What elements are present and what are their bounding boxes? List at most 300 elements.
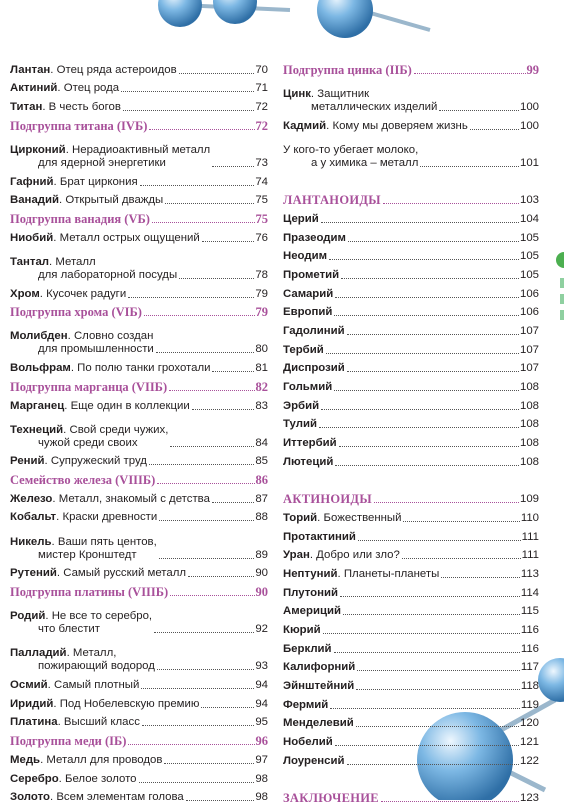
- entry-description: Самый плотный: [53, 679, 140, 692]
- page-number: 98: [255, 772, 268, 785]
- element-name: Фермий: [283, 698, 329, 711]
- dot-leader: [335, 465, 519, 466]
- dot-leader: [192, 409, 255, 410]
- toc-entry[interactable]: [10, 135, 268, 172]
- element-name: Хром: [10, 287, 40, 300]
- toc-group-heading[interactable]: [10, 209, 268, 228]
- page-number: 92: [255, 623, 268, 636]
- page-number: 111: [521, 530, 539, 543]
- dot-leader: [156, 352, 255, 353]
- element-name: Диспрозий: [283, 362, 345, 375]
- heading-title: АКТИНОИДЫ: [283, 492, 372, 507]
- heading-title: Подгруппа цинка (IIБ): [283, 62, 412, 77]
- element-name: Железо: [10, 492, 53, 505]
- dot-leader: [347, 334, 519, 335]
- heading-title: Подгруппа меди (IБ): [10, 734, 127, 749]
- entry-description-line2: для лабораторной посуды: [38, 268, 178, 281]
- page-number: 90: [255, 567, 268, 580]
- separator: .: [70, 362, 78, 375]
- entry-description: Словно создан: [73, 330, 154, 343]
- toc-group-heading[interactable]: [10, 377, 268, 396]
- dot-leader: [356, 726, 519, 727]
- dot-leader: [169, 390, 254, 391]
- toc-entry[interactable]: [10, 769, 268, 788]
- toc-entry[interactable]: [283, 620, 539, 639]
- entry-description: Всем элементам голова: [56, 791, 184, 804]
- entry-description-line2: пожирающий водород: [38, 660, 155, 673]
- dot-leader: [142, 725, 254, 726]
- dot-leader: [330, 708, 520, 709]
- toc-entry[interactable]: [10, 489, 268, 508]
- page-number: 106: [519, 306, 539, 319]
- element-name: Золото: [10, 791, 50, 804]
- dot-leader: [356, 689, 520, 690]
- dot-leader: [165, 203, 254, 204]
- entry-description-line2: для ядерной энергетики: [38, 156, 166, 169]
- entry-description-line2: что блестит: [38, 623, 101, 636]
- heading-title: Подгруппа марганца (VIIБ): [10, 379, 168, 394]
- entry-description: Металл: [55, 255, 96, 268]
- page-number: 94: [255, 697, 268, 710]
- toc-entry[interactable]: [10, 228, 268, 247]
- heading-title: Семейство железа (VIIIБ): [10, 473, 156, 488]
- toc-entry[interactable]: [10, 452, 268, 471]
- toc-entry[interactable]: [283, 452, 539, 471]
- dot-leader: [383, 203, 519, 204]
- toc-entry[interactable]: [283, 340, 539, 359]
- toc-entry[interactable]: [10, 564, 268, 583]
- toc-group-heading[interactable]: [10, 731, 268, 750]
- toc-entry[interactable]: [283, 415, 539, 434]
- page-number: 73: [255, 156, 268, 169]
- molecule-decoration-top: [140, 0, 440, 60]
- toc-group-heading[interactable]: [10, 470, 268, 489]
- spacer: [283, 172, 539, 191]
- toc-entry[interactable]: [283, 714, 539, 733]
- toc-entry[interactable]: [10, 321, 268, 358]
- page-number: 108: [519, 381, 539, 393]
- separator: .: [63, 423, 70, 436]
- entry-description: Белое золото: [65, 772, 137, 785]
- toc-entry[interactable]: [10, 172, 268, 191]
- entry-description-line2: а у химика – металл: [311, 156, 419, 169]
- separator: .: [309, 549, 317, 562]
- element-name: Тербий: [283, 343, 324, 356]
- toc-entry[interactable]: [283, 135, 539, 172]
- page-number: 84: [255, 436, 268, 449]
- page-number: 103: [519, 194, 539, 207]
- toc-entry[interactable]: [283, 433, 539, 452]
- page-number: 116: [520, 623, 539, 636]
- toc-entry[interactable]: [10, 788, 268, 807]
- dot-leader: [347, 764, 519, 765]
- element-name: Протактиний: [283, 530, 356, 543]
- separator: .: [53, 697, 60, 710]
- page-number: 90: [255, 585, 268, 599]
- toc-entry[interactable]: [10, 358, 268, 377]
- dot-leader: [154, 632, 254, 633]
- page-number: 108: [519, 418, 539, 431]
- dot-leader: [128, 297, 254, 298]
- page-number: 72: [255, 101, 268, 114]
- element-name: Берклий: [283, 642, 332, 655]
- toc-group-heading[interactable]: [283, 60, 539, 79]
- entry-description: Металл острых ощущений: [59, 231, 200, 244]
- toc-entry[interactable]: [10, 713, 268, 732]
- page-number: 87: [255, 492, 268, 505]
- toc-entry[interactable]: [283, 377, 539, 396]
- page-number: 108: [519, 399, 539, 412]
- toc-left-column: [10, 60, 268, 806]
- spacer: [283, 471, 539, 490]
- page-number: 121: [519, 736, 539, 749]
- separator: .: [337, 567, 344, 580]
- page-number: 94: [255, 679, 268, 692]
- separator: .: [49, 255, 56, 268]
- dot-leader: [144, 315, 255, 316]
- dot-leader: [334, 315, 519, 316]
- entry-description: Металл, знакомый с детства: [58, 492, 210, 505]
- dot-leader: [348, 241, 519, 242]
- dot-leader: [374, 502, 519, 503]
- dot-leader: [381, 801, 519, 802]
- page-number: 108: [519, 455, 539, 468]
- page-number: 71: [255, 82, 268, 95]
- dot-leader: [152, 222, 255, 223]
- element-name: Палладий: [10, 647, 67, 660]
- dot-leader: [402, 558, 521, 559]
- toc-section-heading[interactable]: [283, 788, 539, 807]
- page-number: 111: [521, 549, 539, 562]
- toc-entry[interactable]: [10, 396, 268, 415]
- toc-group-heading[interactable]: [10, 582, 268, 601]
- entry-description: В честь богов: [48, 101, 121, 114]
- toc-entry[interactable]: [10, 526, 268, 563]
- separator: .: [51, 535, 58, 548]
- element-name: Лоуренсий: [283, 754, 345, 767]
- element-name: Неодим: [283, 250, 328, 263]
- entry-description: Металл для проводов: [46, 753, 163, 766]
- page-number: 76: [255, 231, 268, 244]
- toc-entry[interactable]: [283, 228, 539, 247]
- page-number: 118: [520, 680, 539, 692]
- element-name: Торий: [283, 511, 318, 524]
- dot-leader: [179, 278, 254, 279]
- page-number: 107: [519, 324, 539, 337]
- page-number: 105: [519, 250, 539, 263]
- element-name: Молибден: [10, 330, 68, 343]
- toc-entry[interactable]: [10, 601, 268, 638]
- page-number: 119: [520, 698, 539, 711]
- entry-description-line2: мистер Кронштедт: [38, 548, 137, 561]
- toc-right-column: [283, 60, 539, 807]
- separator: .: [310, 87, 318, 100]
- dot-leader: [157, 669, 254, 670]
- page-number: 88: [255, 511, 268, 524]
- dot-leader: [149, 129, 254, 130]
- page-number: 123: [519, 792, 539, 805]
- element-name: Тулий: [283, 418, 317, 431]
- dot-leader: [140, 185, 255, 186]
- dot-leader: [139, 782, 255, 783]
- element-name: Америций: [283, 605, 341, 618]
- entry-description: По полю танки грохотали: [77, 362, 211, 375]
- dot-leader: [170, 446, 254, 447]
- toc-entry[interactable]: [283, 303, 539, 322]
- toc-entry[interactable]: [283, 676, 539, 695]
- page-number: 115: [520, 605, 539, 618]
- page-number: 100: [519, 119, 539, 132]
- element-name: Иридий: [10, 697, 54, 710]
- element-name: Актиний: [10, 82, 58, 95]
- page-number: 83: [255, 399, 268, 412]
- separator: .: [57, 82, 64, 95]
- separator: .: [326, 119, 333, 132]
- page-number: 72: [255, 118, 268, 133]
- dot-leader: [420, 166, 519, 167]
- dot-leader: [164, 763, 254, 764]
- separator: .: [45, 610, 52, 623]
- sphere-icon: [538, 658, 564, 702]
- toc-entry[interactable]: [10, 247, 268, 284]
- toc-entry[interactable]: [10, 97, 268, 116]
- toc-entry[interactable]: [283, 527, 539, 546]
- element-name: Кобальт: [10, 511, 57, 524]
- entry-description: Еще один в коллекции: [70, 399, 190, 412]
- toc-entry[interactable]: [283, 583, 539, 602]
- element-name: Осмий: [10, 679, 48, 692]
- toc-entry[interactable]: [283, 359, 539, 378]
- dot-leader: [188, 576, 254, 577]
- page-number: 82: [255, 379, 268, 394]
- dot-leader: [179, 73, 255, 74]
- entry-description: Добро или зло?: [316, 549, 400, 562]
- dot-leader: [212, 166, 254, 167]
- page-number: 80: [255, 343, 268, 356]
- toc-entry[interactable]: [283, 658, 539, 677]
- separator: .: [317, 511, 324, 524]
- toc-entry[interactable]: [10, 694, 268, 713]
- dot-leader: [170, 595, 254, 596]
- element-name: Лантан: [10, 63, 51, 76]
- toc-entry[interactable]: [283, 602, 539, 621]
- toc-entry[interactable]: [283, 284, 539, 303]
- dot-leader: [319, 427, 519, 428]
- element-name: Ванадий: [10, 194, 60, 207]
- element-name: Нобелий: [283, 736, 333, 749]
- element-name: Ниобий: [10, 231, 54, 244]
- heading-title: ЗАКЛЮЧЕНИЕ: [283, 791, 379, 806]
- dot-leader: [335, 745, 519, 746]
- element-name: Прометий: [283, 268, 340, 281]
- element-name: Марганец: [10, 399, 65, 412]
- page-number: 113: [520, 567, 539, 580]
- toc-section-heading[interactable]: [283, 190, 539, 209]
- element-name: Кадмий: [283, 119, 327, 132]
- element-name: Европий: [283, 306, 333, 319]
- element-name: Эйнштейний: [283, 680, 355, 692]
- dot-leader: [212, 371, 254, 372]
- toc-entry[interactable]: [10, 750, 268, 769]
- toc-entry[interactable]: [10, 508, 268, 527]
- dot-leader: [141, 688, 254, 689]
- entry-description-line2: чужой среди своих: [38, 436, 138, 449]
- page-number: 85: [255, 455, 268, 468]
- element-name: Калифорний: [283, 661, 356, 674]
- toc-entry[interactable]: [283, 546, 539, 565]
- entry-description: Божественный: [323, 511, 402, 524]
- dot-leader: [334, 652, 520, 653]
- toc-entry[interactable]: [283, 321, 539, 340]
- entry-description: Супружеский труд: [50, 455, 147, 468]
- dot-leader: [329, 259, 519, 260]
- separator: .: [59, 194, 66, 207]
- element-name: Тантал: [10, 255, 50, 268]
- dot-leader: [123, 110, 254, 111]
- page-number: 107: [519, 343, 539, 356]
- toc-entry[interactable]: [283, 695, 539, 714]
- page-number: 93: [255, 660, 268, 673]
- toc-entry[interactable]: [10, 79, 268, 98]
- toc-section-heading[interactable]: [283, 489, 539, 508]
- entry-description: Кому мы доверяем жизнь: [332, 119, 468, 132]
- entry-description: Нерадиоактивный металл: [72, 143, 211, 156]
- toc-entry[interactable]: [10, 675, 268, 694]
- element-name: Платина: [10, 716, 58, 729]
- element-name: Гафний: [10, 175, 54, 188]
- toc-entry[interactable]: [283, 265, 539, 284]
- heading-title: Подгруппа платины (VIIIБ): [10, 585, 169, 599]
- element-name: Плутоний: [283, 586, 339, 599]
- entry-description: Металл,: [72, 647, 117, 660]
- page-number: 105: [519, 231, 539, 244]
- toc-entry[interactable]: [10, 284, 268, 303]
- entry-description: Брат циркония: [59, 175, 138, 188]
- element-name: Празеодим: [283, 231, 346, 244]
- separator: .: [40, 753, 47, 766]
- entry-description: Ваши пять центов,: [57, 535, 157, 548]
- side-tab-marker: [554, 250, 564, 335]
- toc-entry[interactable]: [10, 415, 268, 452]
- page-number: 79: [255, 305, 268, 320]
- toc-entry[interactable]: [283, 116, 539, 135]
- sphere-icon: [158, 0, 202, 27]
- element-name: Эрбий: [283, 399, 320, 412]
- dot-leader: [339, 446, 519, 447]
- toc-entry[interactable]: [283, 564, 539, 583]
- element-name: Гадолиний: [283, 324, 345, 337]
- element-name: Серебро: [10, 772, 59, 785]
- page-number: 100: [519, 100, 539, 113]
- toc-entry[interactable]: [283, 732, 539, 751]
- dot-leader: [358, 540, 521, 541]
- dot-leader: [357, 670, 520, 671]
- entry-description: Открытый дважды: [65, 194, 164, 207]
- element-name: Никель: [10, 535, 52, 548]
- entry-description: Свой среди чужих,: [69, 423, 169, 436]
- page-number: 117: [520, 661, 539, 674]
- separator: .: [56, 511, 63, 524]
- page-number: 109: [519, 493, 539, 506]
- dot-leader: [159, 520, 254, 521]
- separator: .: [67, 330, 74, 343]
- toc-entry[interactable]: [10, 191, 268, 210]
- dot-leader: [340, 596, 520, 597]
- entry-description: Самый русский металл: [63, 567, 186, 580]
- separator: .: [44, 455, 51, 468]
- element-name: Нептуний: [283, 567, 338, 580]
- element-name: Иттербий: [283, 437, 337, 450]
- dot-leader: [212, 502, 254, 503]
- dot-leader: [414, 73, 526, 74]
- page-number: 89: [255, 548, 268, 561]
- toc-entry[interactable]: [283, 639, 539, 658]
- toc-entry[interactable]: [10, 60, 268, 79]
- dot-leader: [186, 800, 255, 801]
- toc-entry[interactable]: [283, 247, 539, 266]
- dot-leader: [326, 353, 519, 354]
- page-number: 81: [255, 362, 268, 375]
- page-number: 78: [255, 268, 268, 281]
- toc-entry[interactable]: [283, 79, 539, 116]
- toc-group-heading[interactable]: [10, 116, 268, 135]
- element-name: Самарий: [283, 287, 334, 300]
- toc-entry[interactable]: [10, 638, 268, 675]
- page-number: 116: [520, 642, 539, 655]
- page-number: 106: [519, 287, 539, 300]
- toc-entry[interactable]: [283, 751, 539, 770]
- dot-leader: [470, 129, 519, 130]
- element-name: Цирконий: [10, 143, 66, 156]
- heading-title: Подгруппа титана (IVБ): [10, 118, 148, 133]
- dot-leader: [341, 278, 519, 279]
- separator: .: [57, 716, 64, 729]
- element-name: Менделевий: [283, 717, 354, 730]
- element-name: Титан: [10, 101, 43, 114]
- separator: .: [53, 231, 60, 244]
- separator: .: [52, 492, 59, 505]
- entry-description: Отец рода: [63, 82, 120, 95]
- element-name: Церий: [283, 212, 319, 225]
- separator: .: [66, 647, 73, 660]
- entry-description: Планеты-планеты: [343, 567, 440, 580]
- page-number: 95: [255, 716, 268, 729]
- element-name: Лютеций: [283, 455, 334, 468]
- dot-leader: [441, 577, 520, 578]
- dot-leader: [343, 614, 520, 615]
- page-number: 96: [255, 734, 268, 749]
- dot-leader: [159, 558, 255, 559]
- page-number: 99: [526, 62, 539, 77]
- element-name: Рений: [10, 455, 45, 468]
- heading-title: Подгруппа ванадия (VБ): [10, 212, 150, 226]
- page-number: 75: [255, 194, 268, 207]
- toc-entry[interactable]: [283, 508, 539, 527]
- separator: .: [58, 772, 65, 785]
- entry-description: Защитник: [317, 87, 370, 100]
- entry-description: У кого-то убегает молоко,: [283, 143, 419, 156]
- toc-group-heading[interactable]: [10, 303, 268, 322]
- separator: .: [50, 63, 57, 76]
- element-name: Цинк: [283, 87, 311, 100]
- element-name: Гольмий: [283, 381, 333, 393]
- toc-entry[interactable]: [283, 209, 539, 228]
- page-number: 110: [520, 511, 539, 524]
- toc-entry[interactable]: [283, 396, 539, 415]
- entry-description: Не все то серебро,: [51, 610, 153, 623]
- page-number: 79: [255, 287, 268, 300]
- dot-leader: [335, 297, 519, 298]
